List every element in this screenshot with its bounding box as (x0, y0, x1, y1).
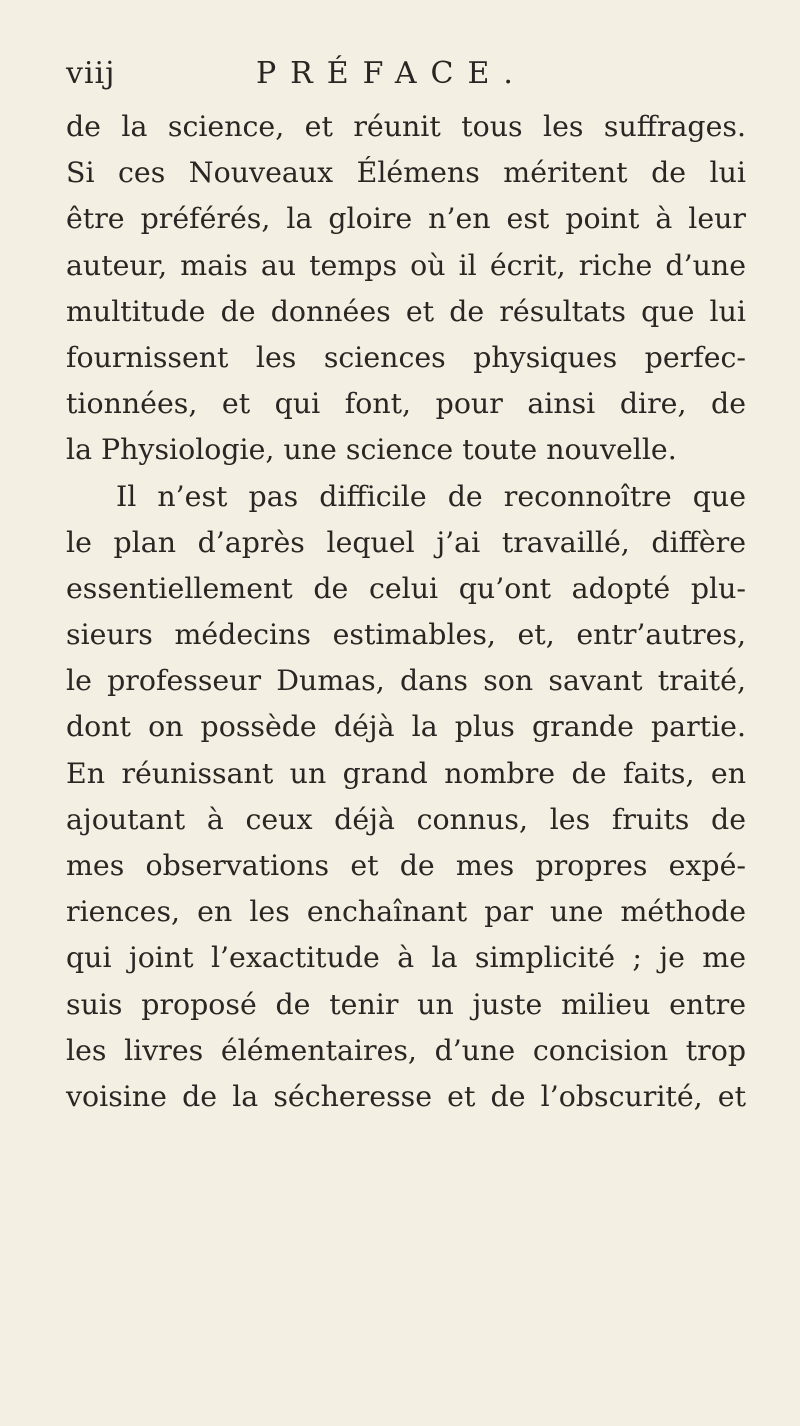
body-text (66, 104, 746, 1120)
text-line: Il n’est pas difficile de reconnoître que (116, 479, 746, 513)
text-line: Si ces Nouveaux Élémens méritent de lui (66, 156, 746, 190)
text-line: En réunissant un grand nombre de faits, en (66, 756, 746, 790)
page-number: viij (66, 56, 116, 91)
text-line: essentiellement de celui qu’ont adopté plu- (66, 571, 746, 605)
text-line: tionnées, et qui font, pour ainsi dire, de (66, 387, 746, 421)
text-line: être préférés, la gloire n’en est point à leur (66, 202, 746, 236)
text-line: qui joint l’exactitude à la simplicité ; je me (66, 941, 746, 975)
text-line: mes observations et de mes propres expé- (66, 849, 746, 882)
text-line: sieurs médecins estimables, et, entr’autres, (66, 618, 746, 652)
text-line: riences, en les enchaînant par une méthode (66, 895, 746, 929)
text-line: dont on possède déjà la plus grande partie. (66, 710, 746, 744)
text-line: la Physiologie, une science toute nouvelle. (66, 433, 677, 467)
text-line: multitude de données et de résultats que lui (66, 294, 746, 328)
running-title: PRÉFACE. (256, 56, 527, 91)
text-line: fournissent les sciences physiques perfec- (66, 340, 746, 374)
text-line: voisine de la sécheresse et de l’obscurité, et (66, 1079, 746, 1113)
text-line: auteur, mais au temps où il écrit, riche d’une (66, 248, 746, 282)
text-line: le professeur Dumas, dans son savant traité, (66, 664, 746, 698)
text-line: suis proposé de tenir un juste milieu entre (66, 987, 746, 1021)
text-line: ajoutant à ceux déjà connus, les fruits de (66, 802, 746, 836)
text-line: le plan d’après lequel j’ai travaillé, diffère (66, 525, 746, 559)
text-line: de la science, et réunit tous les suffrages. (66, 110, 746, 143)
text-line: les livres élémentaires, d’une concision trop (66, 1033, 746, 1067)
page-header (66, 52, 746, 96)
